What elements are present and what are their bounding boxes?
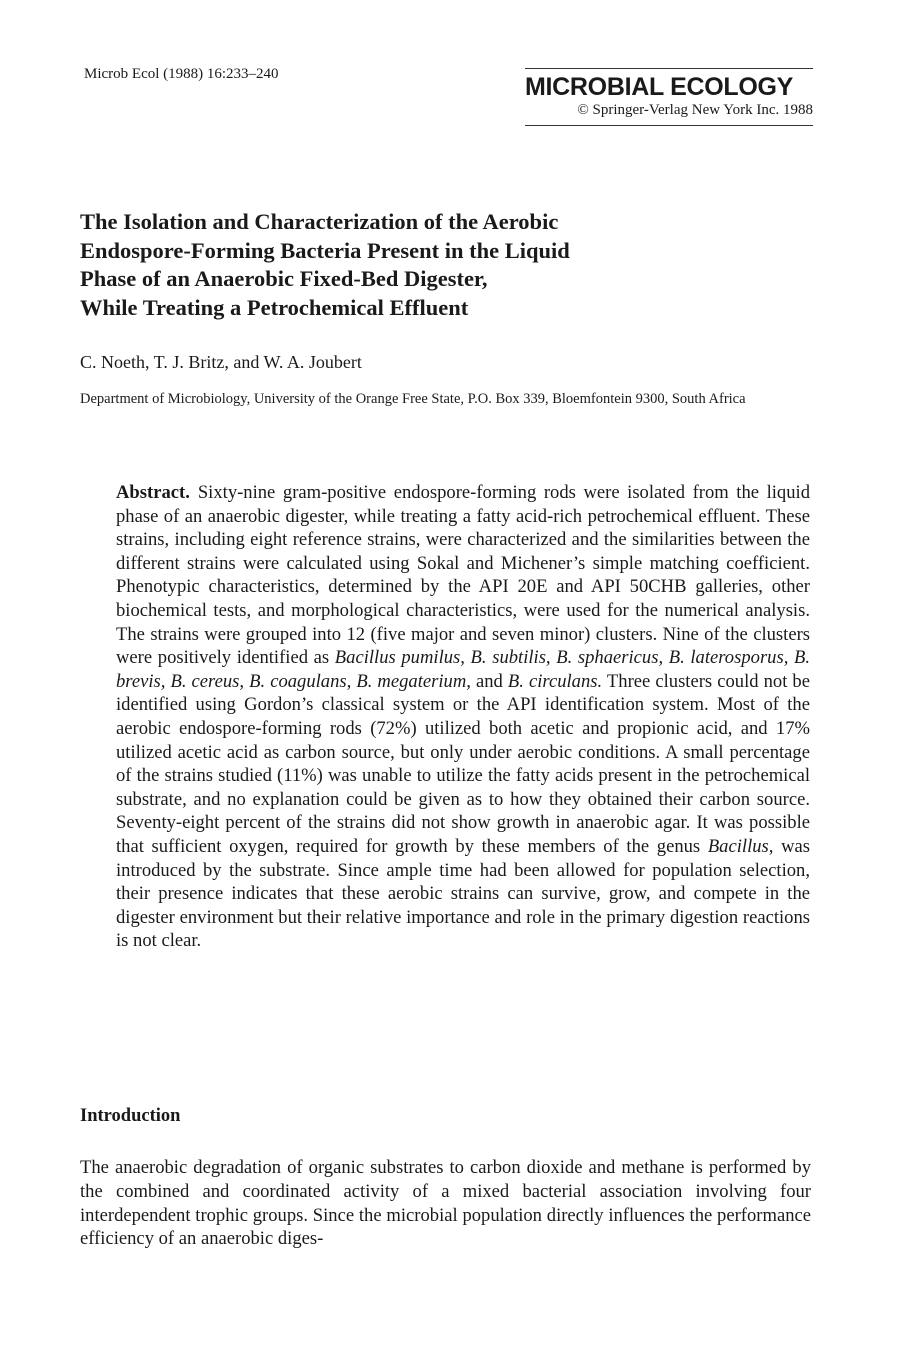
journal-citation: Microb Ecol (1988) 16:233–240 — [84, 66, 279, 82]
abstract-text: Sixty-nine gram-positive endospore-forming rods were isolated from the liquid phase of an anaerobic digester, while treating a fatty acid-rich petrochemical effluent. These strains, including eight reference strains, were characterized and the similarities between the different strains were calculated using Sokal and Michener’s simple matching coefficient. Phenotypic characteristics, determined by the API 20E and API 50CHB galleries, other biochemical tests, and morphological characteristics, were used for the numerical analysis. The strains were grouped into 12 (five major and seven minor) clusters. Nine of the clusters were positively identified as — [116, 482, 810, 669]
masthead-rule-top — [525, 68, 813, 69]
author-list: C. Noeth, T. J. Britz, and W. A. Joubert — [80, 352, 362, 372]
abstract-label: Abstract. — [116, 482, 190, 503]
author-affiliation: Department of Microbiology, University of the Orange Free State, P.O. Box 339, Bloemfontein 9300, South Africa — [80, 391, 746, 407]
abstract-text: was introduced by the substrate. Since ample time had been allowed for population selection, their presence indicates that these aerobic strains can survive, grow, and compete in the digester environment but their relative importance and role in the primary digestion reactions is not clear. — [116, 835, 810, 952]
journal-masthead — [525, 68, 813, 126]
abstract-species-circulans: B. circulans. — [507, 670, 603, 692]
journal-name: MICROBIAL ECOLOGY — [525, 73, 794, 101]
title-line: The Isolation and Characterization of the Aerobic — [80, 209, 559, 234]
masthead-rule-bottom — [525, 125, 813, 126]
abstract-genus-bacillus: Bacillus, — [707, 835, 774, 857]
article-title — [80, 208, 700, 322]
abstract — [116, 481, 810, 953]
title-line: Endospore-Forming Bacteria Present in the Liquid — [80, 237, 570, 263]
section-heading-introduction: Introduction — [80, 1106, 181, 1126]
title-line: While Treating a Petrochemical Effluent — [80, 294, 469, 320]
introduction-paragraph: The anaerobic degradation of organic substrates to carbon dioxide and methane is performed by the combined and coordinated activity of a mixed bacterial association involving four interdependent trophic groups. Since the microbial population directly influences the performance efficiency of an anaerobic diges- — [80, 1157, 811, 1250]
abstract-species-list: Bacillus pumilus, B. subtilis, B. sphaericus, B. laterosporus, B. brevis, B. cereus, B. coagulans, B. megaterium, — [116, 647, 811, 692]
title-line: Phase of an Anaerobic Fixed-Bed Digester, — [80, 266, 488, 291]
copyright-line: © Springer-Verlag New York Inc. 1988 — [577, 102, 813, 118]
abstract-text: and — [475, 670, 503, 692]
abstract-text: Three clusters could not be identified using Gordon’s classical system or the API identification system. Most of the aerobic endospore-forming rods (72%) utilized both acetic and propionic acid, and 17% utilized acetic acid as carbon source, but only under aerobic conditions. A small percentage of the strains studied (11%) was unable to utilize the fatty acids present in the petrochemical substrate, and no explanation could be given as to how they obtained their carbon source. Seventy-eight percent of the strains did not show growth in anaerobic agar. It was possible that sufficient oxygen, required for growth by these members of the genus — [116, 670, 810, 857]
